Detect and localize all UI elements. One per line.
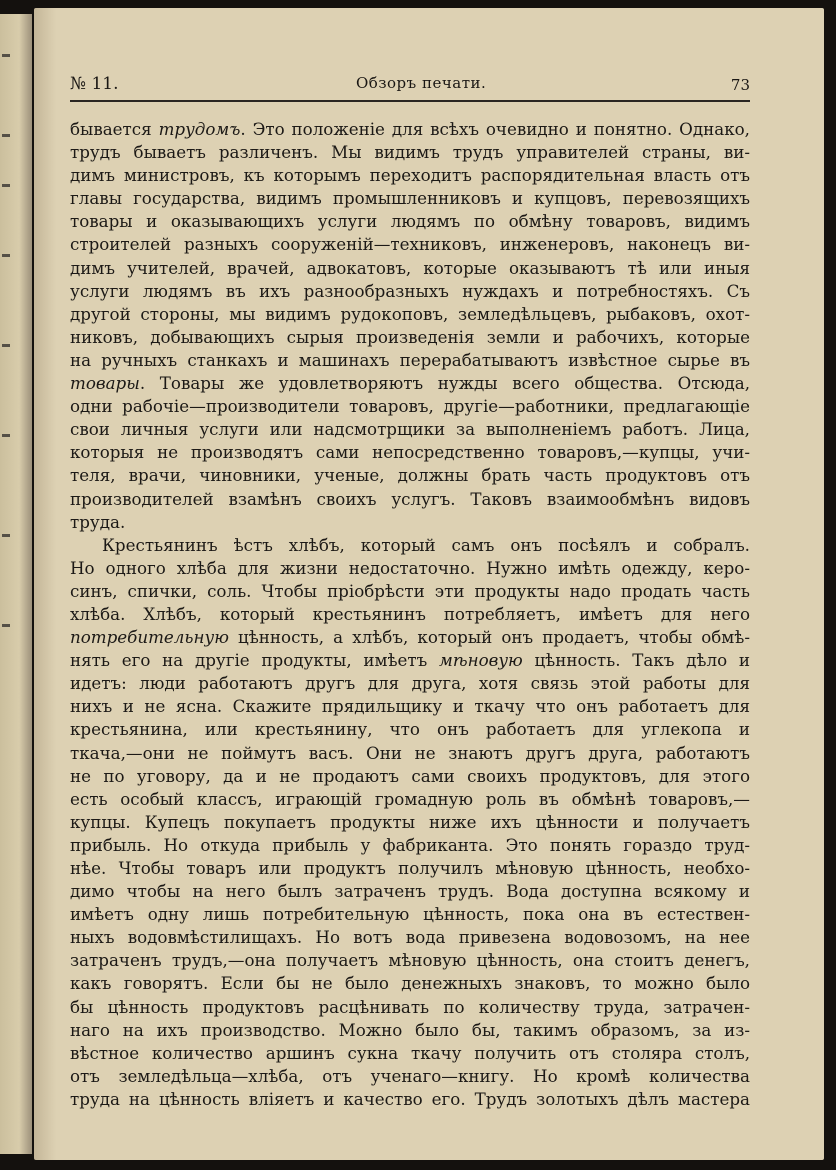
text-segment: имѣетъ одну лишь потребительную цѣнность, пока она въ естествен- (70, 904, 750, 925)
text-line (70, 118, 750, 141)
text-segment: ныхъ водовмѣстилищахъ. Но вотъ вода привезена водовозомъ, на нее (70, 927, 750, 948)
text-segment: есть особый классъ, играющій громадную роль въ обмѣнѣ товаровъ,— (70, 788, 750, 809)
text-line (70, 233, 750, 256)
text-segment: прибыль. Но откуда прибыль у фабриканта. Это понять гораздо труд- (70, 834, 750, 855)
text-segment: димо чтобы на него былъ затраченъ трудъ. Вода доступна всякому и (70, 881, 750, 902)
text-line (70, 557, 750, 580)
text-line (70, 187, 750, 210)
italic-word: мѣновую (439, 650, 523, 671)
text-segment: главы государства, видимъ промышленниковъ и купцовъ, перевозящихъ (70, 188, 750, 209)
text-segment: свои личныя услуги или надсмотрщики за выполненіемъ работъ. Лица, (70, 419, 750, 440)
text-segment: товары и оказывающихъ услуги людямъ по обмѣну товаровъ, видимъ (70, 211, 750, 232)
page-number: 73 (730, 76, 750, 94)
italic-word: потребительную (70, 627, 229, 648)
text-line (70, 349, 750, 372)
text-line (70, 949, 750, 972)
text-line (70, 164, 750, 187)
text-segment: . Товары же удовлетворяютъ нужды всего общества. Отсюда, (139, 373, 750, 394)
text-line (70, 834, 750, 857)
text-line (70, 718, 750, 741)
text-segment: не по уговору, да и не продаютъ сами своихъ продуктовъ, для этого (70, 765, 750, 786)
text-line (70, 926, 750, 949)
text-line (70, 972, 750, 995)
text-segment: никовъ, добывающихъ сырыя произведенія земли и рабочихъ, которые (70, 326, 750, 347)
text-segment: другой стороны, мы видимъ рудокоповъ, земледѣльцевъ, рыбаковъ, охот- (70, 303, 750, 324)
section-title: Обзоръ печати. (356, 74, 487, 92)
text-line (70, 1042, 750, 1065)
text-segment: нять его на другіе продукты, имѣетъ (70, 650, 440, 671)
italic-word: товары (70, 373, 140, 394)
text-segment: Но одного хлѣба для жизни недостаточно. Нужно имѣть одежду, керо- (70, 557, 750, 578)
text-segment: димъ министровъ, къ которымъ переходитъ распорядительная власть отъ (70, 165, 750, 186)
text-segment: нѣе. Чтобы товаръ или продуктъ получилъ мѣновую цѣнность, необхо- (70, 858, 750, 878)
text-line (70, 996, 750, 1019)
header-rule (70, 100, 750, 102)
text-segment: . Это положеніе для всѣхъ очевидно и понятно. Однако, (240, 119, 750, 139)
text-segment: одни рабочіе—производители товаровъ, другіе—работники, предлагающіе (70, 396, 750, 417)
text-segment: услуги людямъ въ ихъ разнообразныхъ нуждахъ и потребностяхъ. Съ (70, 280, 750, 301)
text-line (70, 811, 750, 834)
text-line (70, 880, 750, 903)
text-line (70, 857, 750, 880)
text-line (70, 534, 750, 557)
text-segment: нихъ и не ясна. Скажите прядильщику и ткачу что онъ работаетъ для (70, 696, 750, 717)
text-line (70, 580, 750, 603)
text-line (70, 788, 750, 811)
text-segment: вѣстное количество аршинъ сукна ткачу получить отъ столяра столъ, (70, 1042, 750, 1063)
text-line (70, 1019, 750, 1042)
text-segment: затраченъ трудъ,—она получаетъ мѣновую цѣнность, она стоитъ денегъ, (70, 950, 750, 971)
text-segment: синъ, спички, соль. Чтобы пріобрѣсти эти продукты надо продать часть (70, 580, 750, 601)
text-line (70, 395, 750, 418)
text-line (70, 742, 750, 765)
text-segment: трудъ бываетъ различенъ. Мы видимъ трудъ управителей страны, ви- (70, 142, 750, 163)
text-line (70, 672, 750, 695)
text-line (70, 903, 750, 926)
text-line (70, 210, 750, 233)
text-segment: которыя не производятъ сами непосредственно товаровъ,—купцы, учи- (70, 442, 750, 463)
italic-word: трудомъ (158, 119, 241, 139)
text-line (70, 280, 750, 303)
text-line (70, 695, 750, 718)
text-line (70, 464, 750, 487)
text-line (70, 441, 750, 464)
text-line (70, 649, 750, 672)
text-segment: идетъ: люди работаютъ другъ для друга, хотя связь этой работы для (70, 673, 750, 694)
text-line (70, 765, 750, 788)
text-segment: строителей разныхъ сооруженій—техниковъ, инженеровъ, наконецъ ви- (70, 234, 750, 255)
issue-number: № 11. (70, 74, 119, 94)
text-segment: крестьянина, или крестьянину, что онъ работаетъ для углекопа и (70, 719, 750, 740)
text-line (70, 1088, 750, 1111)
text-segment: отъ земледѣльца—хлѣба, отъ ученаго—книгу. Но кромѣ количества (70, 1065, 750, 1086)
text-segment: какъ говорятъ. Если бы не было денежныхъ знаковъ, то можно было (70, 973, 750, 994)
text-segment: цѣнность. Такъ дѣло и (522, 650, 750, 671)
text-segment: бывается (70, 119, 159, 139)
text-line (70, 372, 750, 395)
text-line (70, 603, 750, 626)
text-segment: бы цѣнность продуктовъ расцѣнивать по количеству труда, затрачен- (70, 996, 750, 1017)
text-line (70, 626, 750, 649)
text-segment: наго на ихъ производство. Можно было бы, такимъ образомъ, за из- (70, 1019, 750, 1040)
text-segment: хлѣба. Хлѣбъ, который крестьянинъ потребляетъ, имѣетъ для него (70, 603, 750, 624)
text-segment: труда на цѣнность вліяетъ и качество его. Трудъ золотыхъ дѣлъ мастера (70, 1088, 750, 1109)
text-segment: димъ учителей, врачей, адвокатовъ, которые оказываютъ тѣ или иныя (70, 257, 750, 278)
text-line (70, 511, 750, 534)
text-line (70, 257, 750, 280)
text-segment: купцы. Купецъ покупаетъ продукты ниже ихъ цѣнности и получаетъ (70, 811, 750, 832)
text-segment: на ручныхъ станкахъ и машинахъ перерабатываютъ извѣстное сырье въ (70, 349, 750, 370)
text-segment: цѣнность, а хлѣбъ, который онъ продаетъ, чтобы обмѣ- (228, 627, 750, 648)
running-header (70, 74, 750, 104)
adjacent-page-edge (0, 14, 32, 1154)
text-line (70, 141, 750, 164)
body-text (70, 118, 750, 1111)
text-segment: теля, врачи, чиновники, ученые, должны брать часть продуктовъ отъ (70, 465, 750, 486)
text-line (70, 326, 750, 349)
text-line (70, 488, 750, 511)
text-segment: ткача,—они не поймутъ васъ. Они не знаютъ другъ друга, работаютъ (70, 742, 750, 763)
text-segment: Крестьянинъ ѣстъ хлѣбъ, который самъ онъ посѣялъ и собралъ. (102, 534, 750, 555)
text-line (70, 303, 750, 326)
text-segment: производителей взамѣнъ своихъ услугъ. Таковъ взаимообмѣнъ видовъ (70, 488, 750, 509)
text-line (70, 1065, 750, 1088)
text-segment: труда. (70, 511, 126, 532)
text-line (70, 418, 750, 441)
